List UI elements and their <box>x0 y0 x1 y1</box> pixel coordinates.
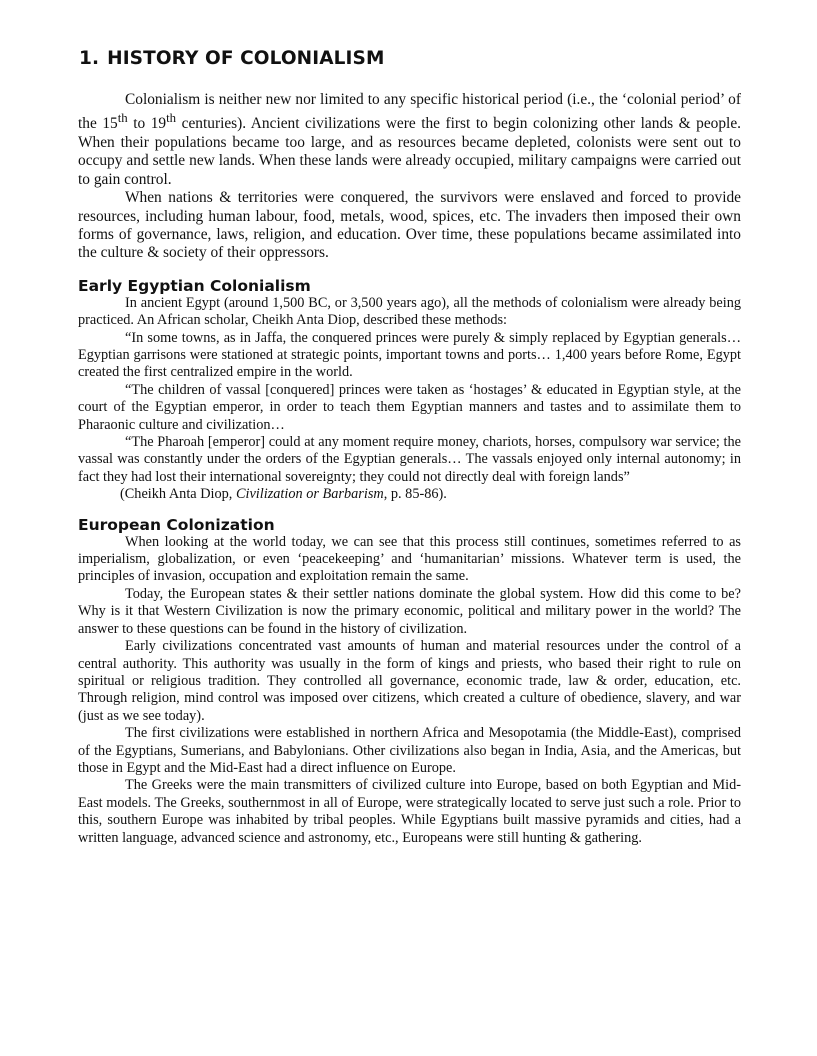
superscript-th-2: th <box>166 111 177 126</box>
egypt-section <box>78 277 741 504</box>
citation-suffix: , p. 85-86). <box>383 486 447 503</box>
egypt-quote-3: “The Pharoah [emperor] could at any moment require money, chariots, horses, compulsory war service; the vassal was constantly under the orders of the Egyptian generals… The vassals enjoyed only internal autonomy; in fact they had lost their international sovereignty; they could not directly deal with foreign lands” <box>78 434 741 485</box>
intro-paragraph-1-text-a: Colonialism is neither new nor limited to any specific historical period (i.e., the ‘colonial period’ of the 15 <box>78 91 741 133</box>
section-number: 1. <box>79 48 100 69</box>
europe-section <box>78 516 741 847</box>
europe-paragraph-3: Early civilizations concentrated vast amounts of human and material resources under the control of a central authority. This authority was usually in the form of kings and priests, who based their right to rule on spiritual or religious tradition. They controlled all governance, economic trade, law & order, education, etc. Through religion, mind control was imposed over citizens, which created a culture of obedience, slavery, and war (just as we see today). <box>78 638 741 724</box>
egypt-heading: Early Egyptian Colonialism <box>78 276 311 295</box>
egypt-citation <box>78 486 741 503</box>
intro-paragraph-2: When nations & territories were conquered, the survivors were enslaved and forced to provide resources, including human labour, food, metals, wood, spices, etc. The invaders then imposed their own forms of governance, laws, religion, and education. Over time, these populations became assimilated into the culture & society of their oppressors. <box>78 189 741 262</box>
europe-paragraph-1: When looking at the world today, we can see that this process still continues, sometimes referred to as imperialism, globalization, or even ‘peacekeeping’ and ‘humanitarian’ missions. Whatever term is used, the principles of invasion, occupation and exploitation remain the same. <box>78 533 741 585</box>
superscript-th-1: th <box>117 111 128 126</box>
intro-paragraph-1-text-b: to 19 <box>127 115 167 133</box>
section-title-text: HISTORY OF COLONIALISM <box>107 48 385 69</box>
europe-paragraph-4: The first civilizations were established in northern Africa and Mesopotamia (the Middle-East), comprised of the Egyptians, Sumerians, and Babylonians. Other civilizations also began in India, Asia, and the Americas, but those in Egypt and the Mid-East had a direct influence on Europe. <box>78 725 741 776</box>
egypt-quote-1: “In some towns, as in Jaffa, the conquered princes were purely & simply replaced by Egyptian generals… Egyptian garrisons were stationed at strategic points, important towns and ports… 1,400 years before Rome, Egypt created the first centralized empire in the world. <box>78 329 741 381</box>
egypt-quote-2: “The children of vassal [conquered] princes were taken as ‘hostages’ & educated in Egyptian style, at the court of the Egyptian emperor, in order to teach them Egyptian manners and tastes and to assimilate them to Pharaonic culture and civilization… <box>78 381 741 433</box>
citation-book-title: Civilization or Barbarism <box>235 486 384 503</box>
intro-paragraph-1-text-c: centuries). Ancient civilizations were the first to begin colonizing other lands & people. When their populations became too large, and as resources became depleted, colonists were sent out to occupy and settle new lands. When these lands were already occupied, military campaigns were carried out to gain control. <box>78 115 742 188</box>
europe-paragraph-2: Today, the European states & their settler nations dominate the global system. How did this come to be? Why is it that Western Civilization is now the primary economic, political and military power in the world? The answer to these questions can be found in the history of civilization. <box>78 585 741 637</box>
europe-heading: European Colonization <box>78 515 275 534</box>
citation-prefix: (Cheikh Anta Diop, <box>120 486 236 503</box>
egypt-paragraph-1: In ancient Egypt (around 1,500 BC, or 3,500 years ago), all the methods of colonialism were already being practiced. An African scholar, Cheikh Anta Diop, described these methods: <box>78 294 741 329</box>
intro-section <box>78 91 741 263</box>
section-title <box>79 48 741 69</box>
intro-paragraph-1 <box>78 91 741 189</box>
europe-paragraph-5: The Greeks were the main transmitters of civilized culture into Europe, based on both Egyptian and Mid-East models. The Greeks, southernmost in all of Europe, were strategically located to serve just such a role. Prior to this, southern Europe was inhabited by tribal peoples. While Egyptians built massive pyramids and cities, had a written language, advanced science and astronomy, etc., Europeans were still hunting & gathering. <box>78 777 741 846</box>
